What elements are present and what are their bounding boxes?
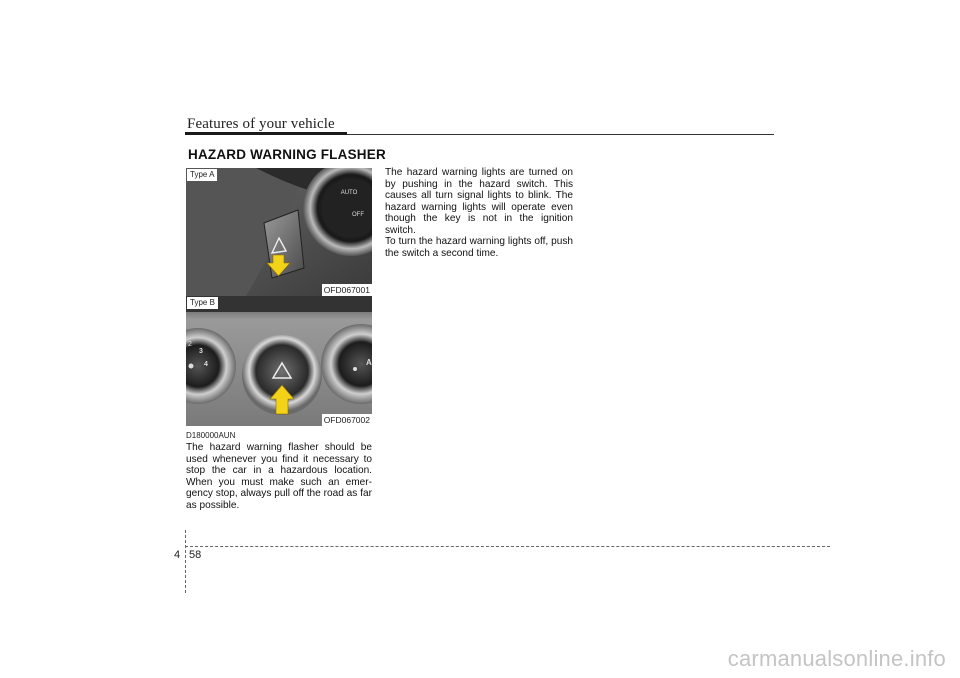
header-title: Features of your vehicle bbox=[187, 116, 335, 132]
footer-rule bbox=[185, 546, 830, 547]
section-title: HAZARD WARNING FLASHER bbox=[188, 147, 386, 162]
hazard-switch-type-b-photo bbox=[186, 296, 372, 426]
figure-type-a bbox=[186, 168, 372, 296]
page-number: 58 bbox=[189, 549, 202, 561]
watermark: carmanualsonline.info bbox=[727, 646, 946, 671]
left-paragraph-text: The hazard warning flasher should be used whenever you find it necessary to stop the car in a hazardous location. When you must make such an emer-gency stop, always pull off the road as far as possible. bbox=[186, 442, 372, 511]
document-code: D180000AUN bbox=[186, 431, 236, 440]
dial-number-2: 2 bbox=[188, 341, 192, 348]
figure-a-code: OFD067001 bbox=[323, 285, 370, 295]
fan-icon bbox=[189, 364, 194, 369]
auto-label: AUTO bbox=[340, 190, 358, 196]
chapter-number: 4 bbox=[174, 549, 181, 561]
header-rule-thick bbox=[185, 132, 347, 135]
hazard-switch-type-a-photo bbox=[186, 168, 372, 296]
dial-number-3: 3 bbox=[199, 348, 203, 355]
right-paragraph bbox=[385, 167, 573, 259]
dial-letter-a: A bbox=[366, 358, 372, 367]
figure-type-b bbox=[186, 296, 372, 426]
figure-b-code: OFD067002 bbox=[323, 415, 370, 425]
dial-number-4: 4 bbox=[204, 361, 208, 368]
header-rule-thin bbox=[347, 134, 774, 135]
left-paragraph bbox=[186, 442, 372, 511]
footer-vertical-rule bbox=[185, 530, 186, 593]
type-b-label: Type B bbox=[187, 297, 218, 309]
off-label: OFF bbox=[352, 212, 364, 218]
type-a-label: Type A bbox=[187, 169, 217, 181]
right-paragraph-2: To turn the hazard warning lights off, push the switch a second time. bbox=[385, 236, 573, 259]
right-paragraph-1: The hazard warning lights are turned on by pushing in the hazard switch. This causes all turn signal lights to blink. The hazard warning lights will operate even though the key is not in the ignition switch. bbox=[385, 167, 573, 236]
